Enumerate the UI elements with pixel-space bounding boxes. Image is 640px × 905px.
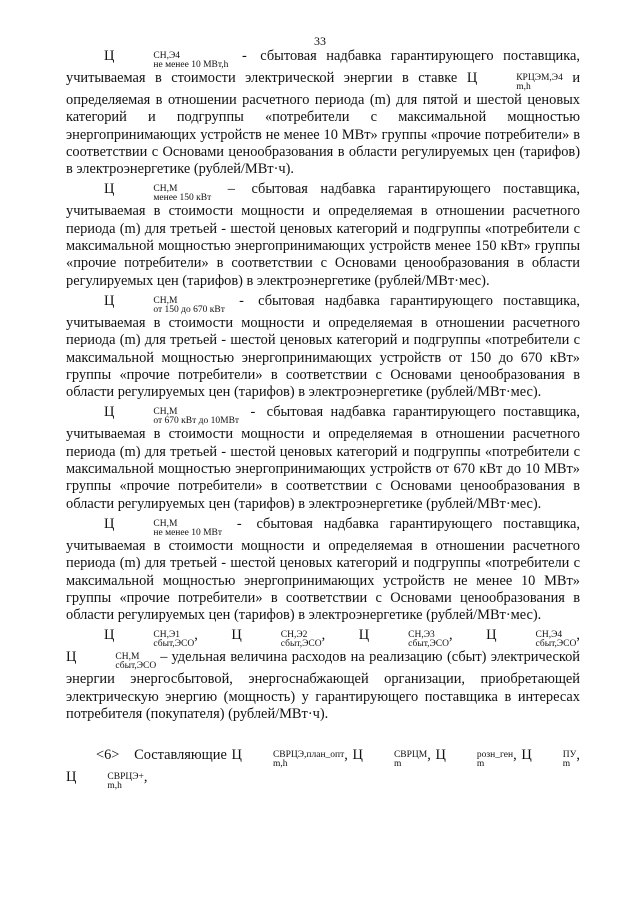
document-body [66,48,580,806]
definition-text: сбытовая надбавка гарантирующего поставщика, учитываемая в стоимости мощности и определяемая в отношении расчетного периода (m) для третьей - шестой ценовых категорий и подгруппы «потребители с максимальной мощностью энергопринимающих устройств от 670 кВт до 10 МВт» группы «прочие потребители» в соответствии с Основами ценообразования в области регулируемых цен (тарифов) в электроэнергетике (рублей/МВт·мес). [66,404,580,512]
definition-paragraph-4: Ц СН,М от 670 кВт до 10МВт - сбытовая надбавка гарантирующего поставщика, учитываемая в стоимости мощности и определяемая в отношении расчетного периода (m) для третьей - шестой ценовых категорий и подгруппы «потребители с максимальной мощностью энергопринимающих устройств от 670 кВт до 10 МВт» группы «прочие потребители» в соответствии с Основами ценообразования в области регулируемых цен (тарифов) в электроэнергетике (рублей/МВт·мес). [66,404,580,512]
definition-paragraph-1: Ц СН,Э4 не менее 10 МВт,h - сбытовая надбавка гарантирующего поставщика, учитываемая в стоимости электрической энергии в ставке Ц КРЦЭМ,Э4 m,h и определяемая в отношении расчетного периода (m) для пятой и шестой ценовых категорий и подгруппы «потребители с максимальной мощностью энергопринимающих устройств не менее 10 МВт» группы «прочие потребители» в соответствии с Основами ценообразования в области регулируемых цен (тарифов) в электроэнергетике (рублей/МВт·ч). [66,48,581,178]
definition-text: сбытовая надбавка гарантирующего поставщика, учитываемая в стоимости электрической энергии в ставке [66,48,580,86]
components-label: Составляющие [134,747,227,764]
components-line: <6> Составляющие Ц СВРЦЭ,план_опт m,h , Ц СВРЦМ m , Ц розн_ген m , Ц ПУ m , Ц СВРЦЭ+ m,h , [66,747,580,792]
definition-text: сбытовая надбавка гарантирующего поставщика, учитываемая в стоимости мощности и определяемая в отношении расчетного периода (m) для третьей - шестой ценовых категорий и подгруппы «потребители с максимальной мощностью энергопринимающих устройств менее 150 кВт» группы «прочие потребители» в соответствии с Основами ценообразования в области регулируемых цен (тарифов) в электроэнергетике (рублей/МВт·мес). [66,181,580,289]
formula-symbol: Ц розн_ген m [435,747,514,770]
formula-symbol: Ц СН,Э4 не менее 10 МВт,h [104,48,229,70]
page-number: 33 [314,34,326,48]
definition-paragraph-5: Ц СН,М не менее 10 МВт - сбытовая надбавка гарантирующего поставщика, учитываемая в стоимости мощности и определяемая в отношении расчетного периода (m) для третьей - шестой ценовых категорий и подгруппы «потребители с максимальной мощностью энергопринимающих устройств не менее 10 МВт» группы «прочие потребители» в соответствии с Основами ценообразования в области регулируемых цен (тарифов) в электроэнергетике (рублей/МВт·мес). [66,515,580,624]
formula-symbol: Ц КРЦЭМ,Э4 m,h [466,70,563,92]
formula-symbol: Ц СН,Э2 сбыт,ЭСО [231,627,322,650]
formula-symbol: Ц СН,М от 150 до 670 кВт [104,292,225,315]
definition-paragraph-3: Ц СН,М от 150 до 670 кВт - сбытовая надбавка гарантирующего поставщика, учитываемая в стоимости мощности и определяемая в отношении расчетного периода (m) для третьей - шестой ценовых категорий и подгруппы «потребители с максимальной мощностью энергопринимающих устройств от 150 до 670 кВт» группы «прочие потребители» в соответствии с Основами ценообразования в области регулируемых цен (тарифов) в электроэнергетике (рублей/МВт·мес). [66,292,580,401]
definition-paragraph-2: Ц СН,М менее 150 кВт – сбытовая надбавка гарантирующего поставщика, учитываемая в стоимости мощности и определяемая в отношении расчетного периода (m) для третьей - шестой ценовых категорий и подгруппы «потребители с максимальной мощностью энергопринимающих устройств менее 150 кВт» группы «прочие потребители» в соответствии с Основами ценообразования в области регулируемых цен (тарифов) в электроэнергетике (рублей/МВт·мес). [66,181,580,289]
footnote-marker: <6> [96,747,120,764]
definition-text: удельная величина расходов на реализацию (сбыт) электрической энергии энергосбытовой, энергоснабжающей организации, приобретающей электрическую энергию (мощность) у гарантирующего поставщика в интересах потребителя (покупателя) (рублей/МВт·ч). [66,649,580,723]
formula-symbol: Ц СН,М сбыт,ЭСО [66,649,157,672]
formula-symbol: Ц ПУ m [521,747,577,770]
formula-symbol: Ц СН,М от 670 кВт до 10МВт [104,404,240,427]
definition-text: сбытовая надбавка гарантирующего поставщика, учитываемая в стоимости мощности и определяемая в отношении расчетного периода (m) для третьей - шестой ценовых категорий и подгруппы «потребители с максимальной мощностью энергопринимающих устройств не менее 10 МВт» группы «прочие потребители» в соответствии с Основами ценообразования в области регулируемых цен (тарифов) в электроэнергетике (рублей/МВт·мес). [66,515,580,624]
formula-symbol: Ц СВРЦМ m [352,747,428,770]
formula-symbol: Ц СН,Э3 сбыт,ЭСО [358,627,449,650]
definition-text: сбытовая надбавка гарантирующего поставщика, учитываемая в стоимости мощности и определяемая в отношении расчетного периода (m) для третьей - шестой ценовых категорий и подгруппы «потребители с максимальной мощностью энергопринимающих устройств от 150 до 670 кВт» группы «прочие потребители» в соответствии с Основами ценообразования в области регулируемых цен (тарифов) в электроэнергетике (рублей/МВт·мес). [66,292,580,401]
formula-symbol: Ц СВРЦЭ,план_опт m,h [231,747,345,770]
formula-symbol: Ц СН,М не менее 10 МВт [104,515,223,538]
definition-text: и определяемая в отношении расчетного периода (m) для пятой и шестой ценовых категорий и подгруппы «потребители с максимальной мощностью энергопринимающих устройств не менее 10 МВт» группы «прочие потребители» в соответствии с Основами ценообразования в области регулируемых цен (тарифов) в электроэнергетике (рублей/МВт·ч). [66,70,581,178]
formula-symbol: Ц СН,Э4 сбыт,ЭСО [486,627,577,650]
tariffs-paragraph: Ц СН,Э1 сбыт,ЭСО , Ц СН,Э2 сбыт,ЭСО , Ц СН,Э3 сбыт,ЭСО , Ц СН,Э4 сбыт,ЭСО , Ц СН,М сбыт,ЭСО – удельная величина расходов на реализацию (сбыт) электрической энергии энергосбытовой, энергоснабжающей организации, приобретающей электрическую энергию (мощность) у гарантирующего поставщика в интересах потребителя (покупателя) (рублей/МВт·ч). [66,627,580,723]
formula-symbol: Ц СВРЦЭ+ m,h [66,769,144,792]
formula-symbol: Ц СН,Э1 сбыт,ЭСО [104,627,195,650]
formula-symbol: Ц СН,М менее 150 кВт [104,181,212,204]
